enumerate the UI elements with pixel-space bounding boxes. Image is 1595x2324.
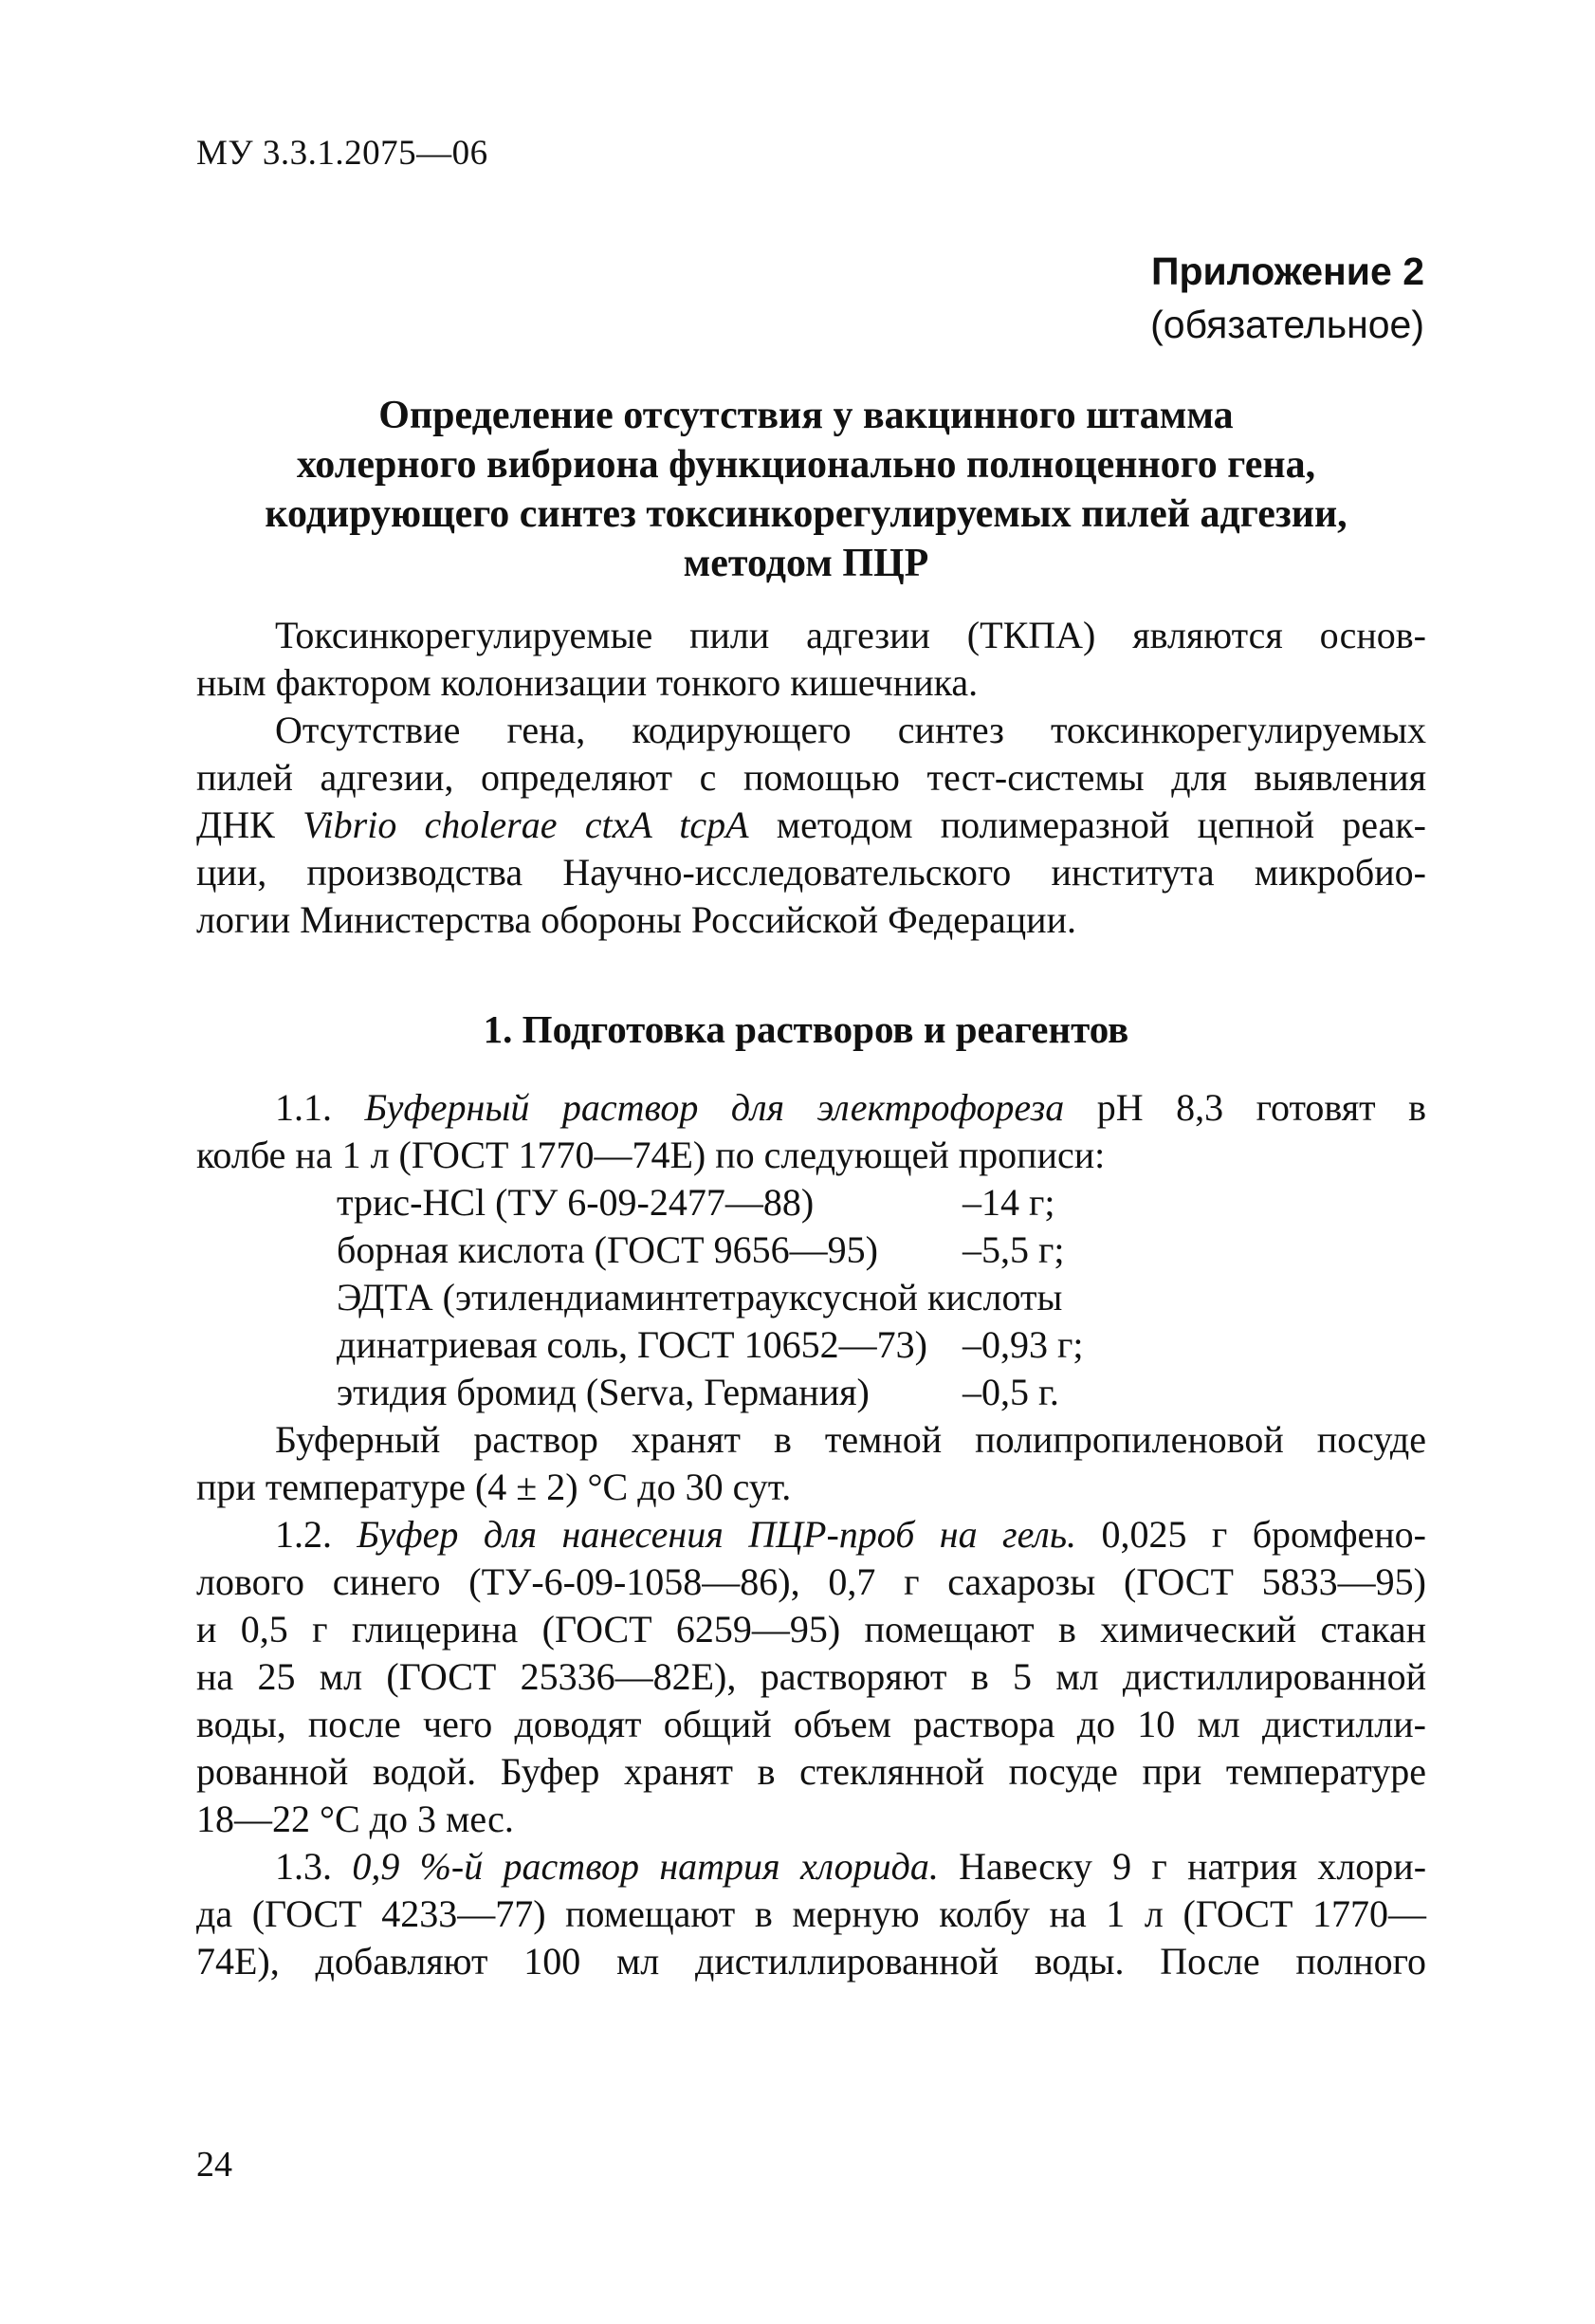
recipe-row: [337, 1369, 1084, 1416]
recipe-row: [337, 1274, 1084, 1321]
paragraph-line: ным фактором колонизации тонкого кишечника.: [196, 661, 979, 704]
recipe-row: [337, 1227, 1084, 1274]
clause-title: Буферный раствор для электрофореза: [364, 1086, 1065, 1129]
section-title: 1. Подготовка растворов и реагентов: [483, 1007, 1129, 1051]
paragraph-line: [196, 1843, 1426, 1891]
clause-title: 0,9 %-й раствор натрия хлорида.: [352, 1845, 939, 1888]
paragraph-line: пилей адгезии, определяют с помощью тест-системы для выявления: [196, 756, 1426, 799]
paragraph-line: [196, 802, 1426, 849]
page-number: 24: [196, 2145, 232, 2185]
paragraph-line: Отсутствие гена, кодирующего синтез токсинкорегулируемых: [275, 709, 1426, 751]
ingredient-name: борная кислота (ГОСТ 9656—95): [337, 1228, 878, 1271]
paragraph-line: да (ГОСТ 4233—77) помещают в мерную колбу на 1 л (ГОСТ 1770—: [196, 1892, 1426, 1935]
heading-line: кодирующего синтез токсинкорегулируемых пилей адгезии,: [265, 492, 1348, 536]
text-run: методом полимеразной цепной реак-: [748, 803, 1426, 846]
ingredient-qty: –5,5 г;: [962, 1228, 1065, 1271]
recipe-row: [337, 1179, 1084, 1227]
ingredient-qty: –0,5 г.: [962, 1371, 1059, 1413]
ingredient-qty: –14 г;: [962, 1181, 1055, 1224]
heading-line: Определение отсутствия у вакцинного штамма: [378, 394, 1234, 437]
heading-line: методом ПЦР: [683, 542, 929, 585]
intro-paragraphs: [196, 612, 1426, 944]
paragraph-line: лового синего (ТУ-6-09-1058—86), 0,7 г сахарозы (ГОСТ 5833—95): [196, 1560, 1426, 1603]
recipe-list: [337, 1179, 1084, 1416]
ingredient-name: трис-HCl (ТУ 6-09-2477—88): [337, 1181, 815, 1224]
appendix-title: Приложение 2: [1150, 249, 1424, 293]
paragraph-line: на 25 мл (ГОСТ 25336—82Е), растворяют в 5 мл дистиллированной: [196, 1655, 1426, 1698]
text-run: pH 8,3 готовят в: [1064, 1086, 1427, 1129]
section-1-storage: [196, 1416, 1426, 1985]
paragraph-line: и 0,5 г глицерина (ГОСТ 6259—95) помещают в химический стакан: [196, 1608, 1426, 1651]
clause-number: 1.2.: [275, 1513, 358, 1556]
section-1-1: [196, 1084, 1426, 1179]
ingredient-name: этидия бромид (Serva, Германия): [337, 1371, 870, 1413]
document-code: МУ 3.3.1.2075—06: [196, 134, 488, 173]
heading-line: холерного вибриона функционально полноценного гена,: [296, 443, 1316, 487]
clause-title: Буфер для нанесения ПЦР-проб на гель.: [357, 1513, 1077, 1556]
paragraph-line: 74Е), добавляют 100 мл дистиллированной воды. После полного: [196, 1940, 1426, 1983]
paragraph-line: 18—22 °С до 3 мес.: [196, 1798, 514, 1840]
paragraph-line: воды, после чего доводят общий объем раствора до 10 мл дистилли-: [196, 1703, 1426, 1745]
text-run: 0,025 г бромфено-: [1076, 1513, 1426, 1556]
paragraph-line: Буферный раствор хранят в темной полипропиленовой посуде: [275, 1418, 1426, 1461]
paragraph-line: [196, 1511, 1426, 1559]
text-run: Навеску 9 г натрия хлори-: [938, 1845, 1427, 1888]
appendix-label: [1150, 245, 1424, 351]
paragraph-line: ции, производства Научно-исследовательского института микробио-: [196, 851, 1426, 894]
paragraph-line: логии Министерства обороны Российской Федерации.: [196, 898, 1076, 941]
paragraph-line: при температуре (4 ± 2) °С до 30 сут.: [196, 1466, 792, 1508]
paragraph-line: Токсинкорегулируемые пили адгезии (ТКПА) являются основ-: [275, 614, 1426, 656]
ingredient-qty: –0,93 г;: [962, 1323, 1084, 1366]
ingredient-name: ЭДТА (этилендиаминтетрауксусной кислоты: [337, 1276, 1063, 1319]
clause-number: 1.3.: [275, 1845, 353, 1888]
species-name: Vibrio cholerae ctxA tcpA: [302, 803, 749, 846]
ingredient-name: динатриевая соль, ГОСТ 10652—73): [337, 1323, 927, 1366]
appendix-subtitle: (обязательное): [1150, 303, 1424, 346]
paragraph-line: рованной водой. Буфер хранят в стеклянной посуде при температуре: [196, 1750, 1426, 1793]
text-run: ДНК: [196, 803, 303, 846]
paragraph-line: [196, 1084, 1426, 1132]
clause-number: 1.1.: [275, 1086, 365, 1129]
recipe-row: [337, 1321, 1084, 1369]
paragraph-line: колбе на 1 л (ГОСТ 1770—74Е) по следующей прописи:: [196, 1134, 1106, 1176]
document-heading: [190, 391, 1422, 588]
